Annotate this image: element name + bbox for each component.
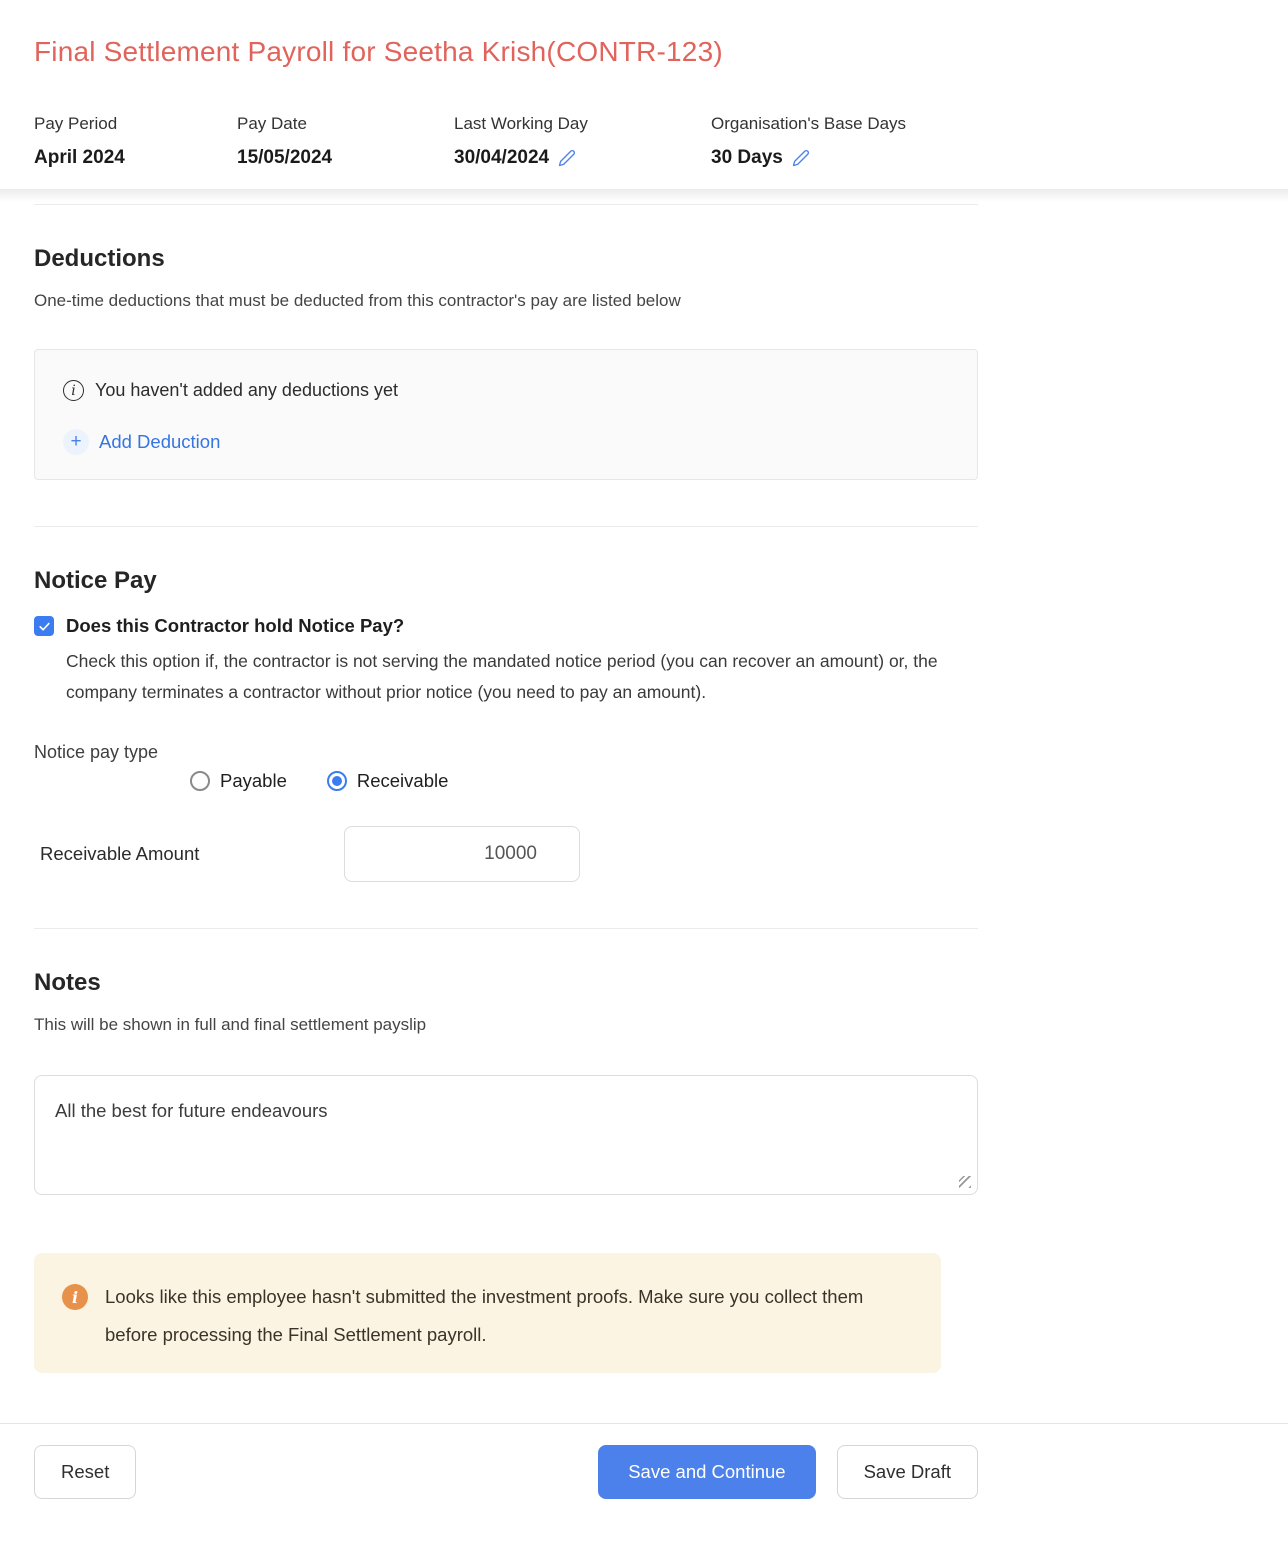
deductions-empty-box <box>34 349 978 480</box>
last-working-day-text: 30/04/2024 <box>454 147 550 168</box>
add-deduction-label: Add Deduction <box>99 431 221 452</box>
base-days-value <box>711 147 1254 169</box>
pay-summary-row <box>34 114 1254 169</box>
notes-textarea-wrap <box>34 1075 978 1195</box>
investment-proof-warning <box>34 1253 941 1373</box>
receivable-amount-row <box>34 826 978 882</box>
radio-receivable-label: Receivable <box>356 770 449 791</box>
notes-textarea[interactable] <box>34 1075 978 1195</box>
base-days-label: Organisation's Base Days <box>711 114 907 133</box>
base-days-field <box>711 114 1254 169</box>
last-working-day-label: Last Working Day <box>454 114 588 133</box>
radio-option-receivable[interactable] <box>327 770 449 792</box>
reset-button[interactable]: Reset <box>34 1445 136 1499</box>
divider <box>34 928 978 929</box>
header-shadow <box>0 189 1288 202</box>
footer-divider <box>0 1423 1288 1424</box>
plus-icon: + <box>63 429 89 455</box>
base-days-text: 30 Days <box>711 147 783 168</box>
footer-actions <box>34 1445 978 1499</box>
divider <box>34 204 978 205</box>
pay-date-value: 15/05/2024 <box>237 147 333 168</box>
notice-pay-heading: Notice Pay <box>34 567 157 594</box>
notice-pay-checkbox[interactable] <box>34 616 54 636</box>
receivable-amount-label: Receivable Amount <box>40 843 200 864</box>
deductions-empty-row <box>63 380 949 401</box>
receivable-amount-input[interactable] <box>344 826 580 882</box>
pay-date-field <box>237 114 454 169</box>
pay-period-label: Pay Period <box>34 114 118 133</box>
resize-handle-icon[interactable] <box>959 1176 971 1188</box>
page-title: Final Settlement Payroll for Seetha Krish(CONTR-123) <box>34 36 723 67</box>
warning-info-icon: i <box>62 1284 88 1310</box>
radio-payable-label: Payable <box>220 770 287 791</box>
deductions-heading: Deductions <box>34 245 165 272</box>
notice-pay-type-options <box>34 770 978 792</box>
pay-date-label: Pay Date <box>237 114 307 133</box>
pay-period-field <box>34 114 237 169</box>
last-working-day-value <box>454 147 711 169</box>
page-header <box>0 0 1288 189</box>
save-draft-button[interactable]: Save Draft <box>837 1445 978 1499</box>
footer-right-actions <box>598 1445 978 1499</box>
info-icon: i <box>63 380 84 401</box>
divider <box>34 526 978 527</box>
warning-text: Looks like this employee hasn't submitted the investment proofs. Make sure you collect them before processing the Final Settlement payroll. <box>105 1286 864 1345</box>
edit-pencil-icon[interactable] <box>792 149 810 167</box>
notes-heading: Notes <box>34 969 101 996</box>
notice-pay-checkbox-description: Check this option if, the contractor is not serving the mandated notice period (you can recover an amount) or, the company terminates a contractor without prior notice (you need to pay an amount). <box>66 651 938 702</box>
edit-pencil-icon[interactable] <box>558 149 576 167</box>
notice-pay-type-label: Notice pay type <box>34 742 159 762</box>
deductions-empty-message: You haven't added any deductions yet <box>95 380 399 400</box>
save-and-continue-button[interactable]: Save and Continue <box>598 1445 815 1499</box>
last-working-day-field <box>454 114 711 169</box>
deductions-description: One-time deductions that must be deducted from this contractor's pay are listed below <box>34 291 681 310</box>
notice-pay-checkbox-row <box>34 615 978 637</box>
pay-period-value: April 2024 <box>34 147 125 168</box>
radio-option-payable[interactable] <box>190 770 287 792</box>
radio-unchecked-icon[interactable] <box>190 771 210 791</box>
notes-description: This will be shown in full and final settlement payslip <box>34 1015 427 1034</box>
radio-checked-icon[interactable] <box>327 771 347 791</box>
notice-pay-checkbox-label: Does this Contractor hold Notice Pay? <box>66 615 405 636</box>
add-deduction-button[interactable] <box>63 429 220 455</box>
